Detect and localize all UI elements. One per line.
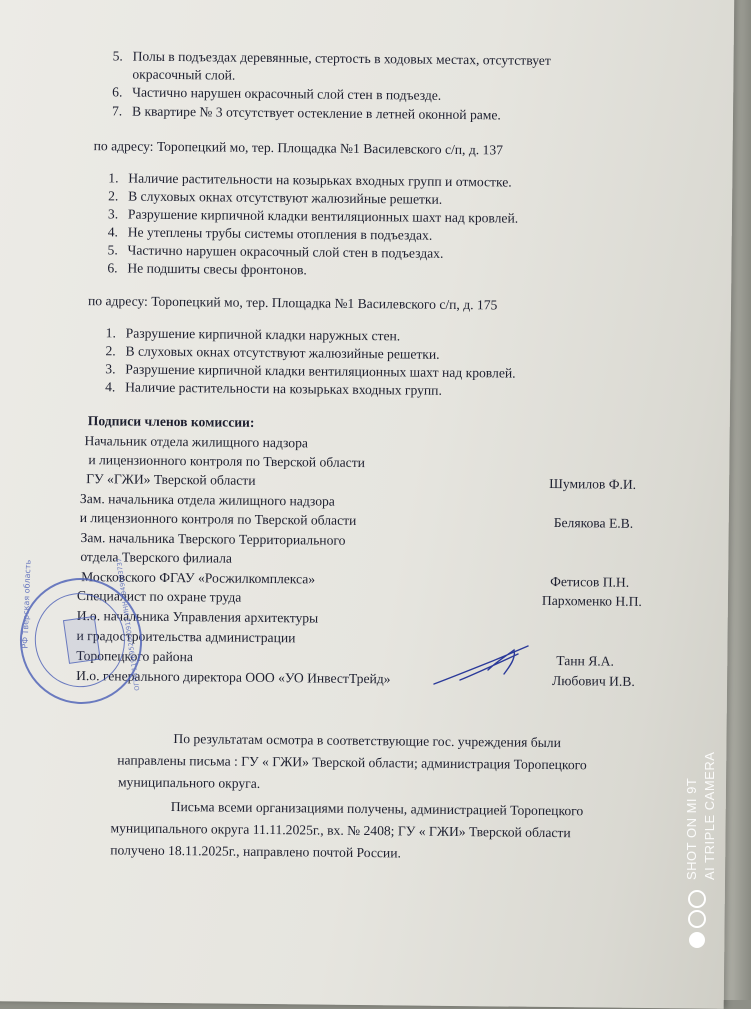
- list-c-number: 3.: [105, 361, 116, 377]
- list-b-item: Частично нарушен окрасочный слой стен в подъездах.: [127, 242, 444, 261]
- signatory-title: и лицензионного контроля по Тверской области: [79, 510, 357, 528]
- list-c-item: Разрушение кирпичной кладки наружных стен.: [125, 325, 401, 344]
- signatory-title: И.о. начальника Управления архитектуры: [76, 608, 319, 626]
- signatory-name: Танн Я.А.: [556, 653, 615, 669]
- list-a-number: 5.: [112, 48, 123, 64]
- signatory-title: И.о. генерального директора ООО «УО ИнвестТрейд»: [76, 668, 391, 687]
- signatory-title: и лицензионного контроля по Тверской области: [88, 452, 366, 471]
- signatory-title: Специалист по охране труда: [76, 588, 242, 605]
- list-c-item: В слуховых окнах отсутствуют жалюзийные решетки.: [125, 343, 440, 362]
- address-line: по адресу: Торопецкий мо, тер. Площадка №1 Василевского с/п, д. 175: [87, 293, 498, 313]
- list-c-item: Разрушение кирпичной кладки вентиляционных шахт над кровлей.: [125, 361, 516, 381]
- signatory-title: Торопецкого района: [76, 648, 194, 665]
- signatory-name: Белякова Е.В.: [553, 515, 634, 531]
- closing-paragraph: Письма всеми организациями получены, администрацией Торопецкого: [170, 799, 584, 819]
- list-a-number: 6.: [112, 84, 123, 100]
- signatory-name: Пархоменко Н.П.: [541, 592, 642, 609]
- list-a-item: Частично нарушен окрасочный слой стен в подъезде.: [132, 84, 442, 103]
- signatory-title: отдела Тверского филиала: [80, 549, 233, 566]
- list-a-item-continued: окрасочный слой.: [132, 66, 236, 83]
- stamp-emblem: [63, 616, 101, 664]
- signatory-name: Фетисов П.Н.: [550, 573, 630, 590]
- list-c-number: 4.: [105, 379, 116, 395]
- list-b-item: Наличие растительности на козырьках входных групп и отмостке.: [128, 170, 512, 190]
- list-b-number: 3.: [107, 206, 119, 222]
- list-b-number: 2.: [108, 188, 119, 204]
- list-b-number: 4.: [107, 224, 119, 240]
- closing-paragraph: муниципального округа 11.11.2025г., вх. № 2408; ГУ « ГЖИ» Тверской области: [110, 820, 571, 841]
- list-c-item: Наличие растительности на козырьках входных групп.: [125, 379, 442, 398]
- list-c-number: 2.: [105, 343, 116, 359]
- list-b-item: Разрушение кирпичной кладки вентиляционных шахт над кровлей.: [127, 206, 519, 226]
- address-line: по адресу: Торопецкий мо, тер. Площадка №1 Василевского с/п, д. 137: [93, 138, 504, 158]
- watermark-line: SHOT ON MI 9T: [684, 777, 699, 880]
- list-b-item: В слуховых окнах отсутствуют жалюзийные решетки.: [128, 188, 443, 207]
- signatory-title: Зам. начальника отдела жилищного надзора: [79, 491, 335, 509]
- circle-icon: [688, 890, 706, 908]
- signatory-name: Шумилов Ф.И.: [549, 475, 637, 492]
- signatures-heading: Подписи членов комиссии:: [87, 413, 255, 430]
- stamp-text: РФ Тверская область: [20, 559, 33, 649]
- stamp-text: ОГРН 1196952000912 ИНН 6949003737: [114, 557, 142, 692]
- closing-paragraph: получено 18.11.2025г., направлено почтой России.: [110, 842, 401, 861]
- watermark-line: AI TRIPLE CAMERA: [702, 751, 717, 880]
- list-c-number: 1.: [105, 325, 116, 341]
- closing-paragraph: муниципального округа.: [117, 774, 261, 791]
- list-b-item: Не утеплены трубы системы отопления в подъездах.: [127, 224, 433, 243]
- signatory-title: и градостроительства администрации: [76, 628, 296, 646]
- dot-icon: [689, 932, 705, 948]
- list-b-number: 5.: [107, 242, 118, 258]
- list-b-item: Не подшиты свесы фронтонов.: [127, 260, 307, 278]
- signatory-title: Начальник отдела жилищного надзора: [84, 433, 309, 451]
- circle-icon: [688, 910, 706, 928]
- signatory-title: ГУ «ГЖИ» Тверской области: [86, 471, 256, 488]
- signatory-title: Московского ФГАУ «Росжилкомплекса»: [81, 569, 316, 587]
- closing-paragraph: направлены письма : ГУ « ГЖИ» Тверской области; администрация Торопецкого: [117, 752, 587, 773]
- closing-paragraph: По результатам осмотра в соответствующие гос. учреждения были: [173, 731, 561, 751]
- handwritten-signature: [430, 640, 540, 690]
- list-a-number: 7.: [111, 103, 123, 119]
- list-b-number: 1.: [108, 170, 119, 186]
- list-b-number: 6.: [107, 260, 118, 276]
- list-a-item: В квартире № 3 отсутствует остекление в летней оконной раме.: [131, 103, 501, 123]
- signatory-name: Любович И.В.: [552, 673, 635, 689]
- list-a-item: Полы в подъездах деревянные, стертость в ходовых местах, отсутствует: [132, 48, 551, 68]
- signatory-title: Зам. начальника Тверского Территориального: [80, 530, 346, 548]
